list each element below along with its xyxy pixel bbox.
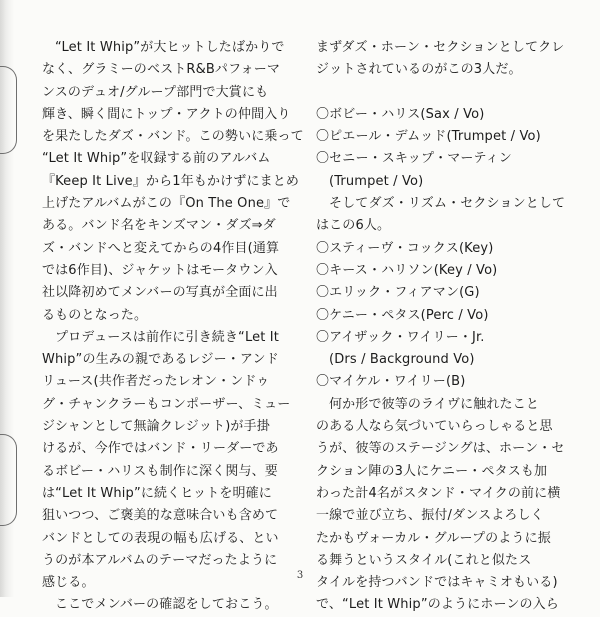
text-line: を果たしたダズ・バンド。この勢いに乗って [42,129,304,145]
text-line: るボビー・ハリスも制作に深く関与、要 [42,463,278,479]
text-line: Whip”の生みの親であるレジー・アンド [42,352,279,368]
text-line: 〇ボビー・ハリス(Sax / Vo) [316,106,485,122]
text-line [316,82,578,104]
text-line: のある人なら気づいていらっしゃると思 [316,419,553,435]
text-line: プロデュースは前作に引き続き“Let It [55,329,280,345]
text-line: 一線で並び立ち、振付/ダンスよろしく [316,508,544,524]
text-line: ンスのデュオ/グループ部門で大賞にも [42,84,269,100]
text-line: (Drs / Background Vo) [329,352,475,368]
text-line: 〇ピエール・デムッド(Trumpet / Vo) [316,129,541,145]
text-line: リュース(共作者だったレオン・ンドゥ [42,374,270,390]
text-line: 〇ケニー・ペタス(Perc / Vo) [316,307,489,323]
text-line: まずダズ・ホーン・セクションとしてクレ [316,40,565,55]
text-line: うが、彼等のステージングは、ホーン・セ [316,441,565,457]
text-line: そしてダズ・リズム・セクションとして [329,196,566,212]
text-line: うのが本アルバムのテーマだったように [42,552,278,568]
text-line: クション陣の3人にケニー・ペタスも加 [316,463,548,479]
text-line: (Trumpet / Vo) [329,173,424,189]
text-line: る舞うというスタイル(これと似たス [316,552,532,568]
text-line: バンドとしての表現の幅も広げる、とい [42,530,279,546]
text-line: ズ・バンドへと変えてからの4作目(通算 [42,240,280,256]
right-text-column [316,37,578,617]
text-line: で、“Let It Whip”のようにホーンの入ら [316,597,559,613]
text-line: 〇マイケル・ワイリー(B) [316,374,466,390]
text-line: 『Keep It Live』から1年もかけずにまとめ [42,173,300,189]
text-line: はこの6人。 [316,218,391,234]
text-line: では6作目)、ジャケットはモータウン入 [42,262,278,278]
text-line: 〇アイザック・ワイリー・Jr. [316,329,485,345]
text-line: ジットされているのがこの3人だ。 [316,62,522,78]
text-line: 何か形で彼等のライヴに触れたこと [329,396,540,412]
text-line: ある。バンド名をキンズマン・ダズ⇒ダ [42,218,276,234]
text-line: なく、グラミーのベストR&Bパフォーマ [42,62,281,78]
text-line: 上げたアルバムがこの『On The One』で [42,196,291,212]
binder-clip-bottom [0,434,17,526]
text-line: るものとなった。 [42,307,148,323]
text-line: ジシャンとして無論クレジット)が手掛 [42,419,270,435]
binder-clip-top [0,66,17,154]
text-line: けるが、今作ではバンド・リーダーであ [42,441,279,457]
text-line: 〇キース・ハリソン(Key / Vo) [316,262,498,278]
text-line: 輝き、瞬く間にトップ・アクトの仲間入り [42,106,291,122]
left-text-column [42,37,304,617]
text-line: 〇エリック・フィアマン(G) [316,285,480,301]
text-line: ここでメンバーの確認をしておこう。 [55,597,278,613]
text-line: “Let It Whip”を収録する前のアルバム [42,151,271,167]
text-line: “Let It Whip”が大ヒットしたばかりで [55,40,285,55]
text-line: 狙いつつ、ご褒美的な意味合いも含めて [42,508,279,524]
text-line: わった計4名がスタンド・マイクの前に横 [316,485,561,501]
text-line: 〇スティーヴ・コックス(Key) [316,240,494,256]
page-number: 3 [296,570,304,581]
text-line: たかもヴォーカル・グループのように振 [316,530,551,546]
text-line: 社以降初めてメンバーの写真が全面に出 [42,285,278,301]
text-line: グ・チャンクラーもコンポーザー、ミュー [42,396,291,412]
text-line: 〇セニー・スキップ・マーティン [316,151,512,167]
text-line: は“Let It Whip”に続くヒットを明確に [42,485,272,501]
text-line: タイルを持つバンドではキャミオもいる) [316,575,558,591]
text-line: 感じる。 [42,575,95,591]
